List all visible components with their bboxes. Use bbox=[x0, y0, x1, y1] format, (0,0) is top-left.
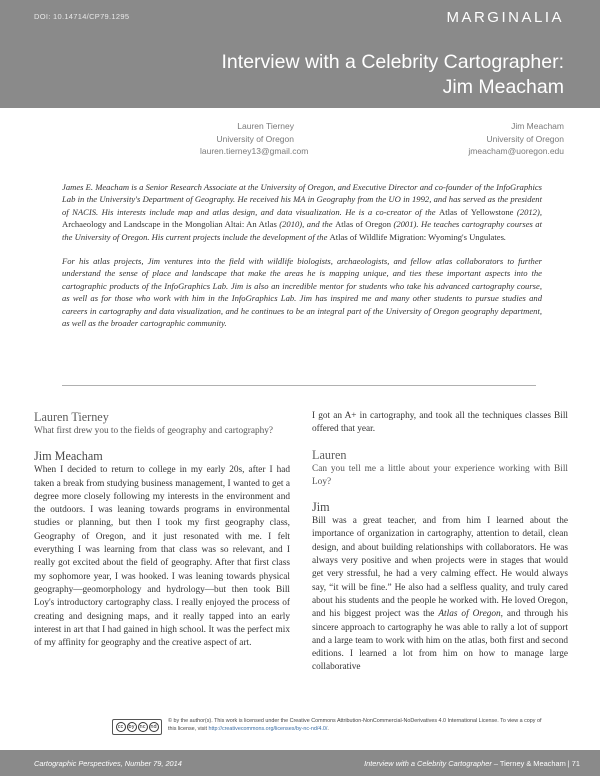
footer-bar bbox=[0, 750, 600, 776]
answer-text: Bill was a great teacher, and from him I learned about the importance of organization in cartography, attention to detail, clean design, and about building relationships with collaborators. He was always very positive and when projects were in stages that would get very stressful, he had a very calming effect. He would always say, “it will be fine.” He also had a selfless quality, and truly cared about his students and the people he worked with. He loved Oregon, and his biggest project was the bbox=[312, 516, 568, 620]
speaker-heading: Lauren Tierney bbox=[34, 410, 109, 424]
article-title bbox=[84, 50, 564, 100]
column-right bbox=[312, 410, 568, 675]
atlas-title: Archaeology and Landscape in the Mongolian Altai: An Atlas bbox=[62, 219, 277, 230]
abstract-paragraph-1 bbox=[62, 181, 542, 243]
speaker-heading: Jim Meacham bbox=[34, 449, 103, 464]
header-banner bbox=[0, 0, 600, 108]
author-page-number: – Tierney & Meacham | 71 bbox=[491, 759, 580, 768]
abstract-paragraph-2: For his atlas projects, Jim ventures into the field with wildlife biologists, archaeologists, and fellow atlas collaborators to further understand the sense of place and landscape that make the areas he is mapping unique, and ties these important aspects into the cartographic products of the InfoGraphics Lab. Jim is also an incredible mentor for students who take his advanced cartography course, as well as for those who work with him in the InfoGraphics Lab. Jim has inspired me and many other students to pursue studies and careers in cartography and data visualization, and he continues to be an integral part of the University of Oregon geography department, as well as the broader cartographic community. bbox=[62, 256, 542, 329]
journal-citation: Cartographic Perspectives, Number 79, 2014 bbox=[34, 759, 182, 768]
section-label: MARGINALIA bbox=[446, 9, 564, 26]
cc-icon: cc bbox=[116, 722, 126, 732]
running-title-text: Interview with a Celebrity Cartographer bbox=[364, 759, 492, 768]
by-icon: by bbox=[128, 724, 135, 730]
answer-text: , and through his sincere approach to cartography he was able to rally a lot of support and a large team to work with him on the atlas, both first and second editions. I learned a lot from him on how to manage large collaborative bbox=[312, 609, 568, 673]
license-text bbox=[168, 717, 548, 733]
abstract-text: (2010), and the bbox=[276, 219, 336, 230]
speaker-heading: Jim bbox=[312, 500, 330, 515]
nc-icon: nc bbox=[138, 722, 148, 732]
atlas-title: Atlas of Wildlife Migration: Wyoming's Ungulates bbox=[329, 231, 504, 242]
spacer bbox=[312, 437, 568, 448]
atlas-title: Atlas of Oregon bbox=[335, 219, 392, 230]
answer-1: When I decided to return to college in my early 20s, after I had taken a break from studying business management, I wanted to get a degree more closely following my interests in the environment and the outdoors. I was leaning towards programs in environmental studies or planning, but then I took my first geography class, Geography of Oregon, and it just resonated with me. I felt everything I was learning from that class was so relevant, and I really got excited about the field of geography. After that first class my sophomore year, I was hooked. I was leaning towards physical geography—geomorphology and hydrology—but then took Bill Loy's introductory cartography class. I really enjoyed the process of creating and designing maps, and it really tapped into an early interest in art that I had gained in high school. It was the perfect mix of my affinity for geography and the creative aspect of art. bbox=[34, 465, 290, 649]
section-divider bbox=[62, 385, 536, 386]
answer-2 bbox=[312, 515, 568, 675]
license-statement: © by the author(s). This work is licensed under the Creative Commons Attribution-NonCommercial-NoDerivatives 4.0 International License. To view a copy of this license, visit bbox=[168, 718, 542, 732]
column-left bbox=[34, 410, 290, 650]
abstract-text: James E. Meacham is a Senior Research Associate at the University of Oregon, and Executive Director and co-founder of the InfoGraphics Lab in the University's Department of Geography. He received his MA in Geography from the UO in 1992, and has served as the president of NACIS. His interests include map and atlas design, and data visualization. He is a co-creator of the bbox=[62, 182, 542, 217]
author-block-1 bbox=[200, 120, 309, 158]
abstract-text: (2001). He teaches cartography courses at the University of Oregon. His current projects include the development of the bbox=[62, 219, 542, 242]
atlas-title: Atlas of Oregon bbox=[438, 609, 501, 620]
author-email[interactable]: lauren.tierney13@gmail.com bbox=[200, 146, 309, 156]
license-link[interactable]: http://creativecommons.org/licenses/by-nc-nd/4.0/ bbox=[208, 726, 328, 732]
running-title bbox=[364, 759, 580, 768]
author-name: Lauren Tierney bbox=[237, 121, 294, 131]
answer-1-continued: I got an A+ in cartography, and took all the techniques classes Bill offered that year. bbox=[312, 411, 568, 435]
author-block-2 bbox=[414, 120, 564, 158]
atlas-title: Atlas of Yellowstone bbox=[439, 206, 514, 217]
abstract-text: (2012), bbox=[513, 206, 542, 217]
doi-label[interactable]: DOI: 10.14714/CP79.1295 bbox=[34, 12, 130, 21]
question-2: Can you tell me a little about your experience working with Bill Loy? bbox=[312, 463, 568, 487]
speaker-heading: Lauren bbox=[312, 447, 347, 462]
title-line-1: Interview with a Celebrity Cartographer: bbox=[221, 51, 564, 73]
license-end: . bbox=[327, 726, 329, 732]
question-1: What first drew you to the fields of geography and cartography? bbox=[34, 426, 274, 436]
license-block bbox=[112, 717, 542, 739]
author-affiliation: University of Oregon bbox=[486, 133, 564, 144]
nd-icon: nd bbox=[150, 724, 157, 730]
title-line-2: Jim Meacham bbox=[442, 76, 564, 98]
author-name: Jim Meacham bbox=[511, 121, 564, 131]
author-email[interactable]: jmeacham@uoregon.edu bbox=[468, 146, 564, 156]
cc-license-badge[interactable] bbox=[112, 719, 162, 735]
abstract-text: . bbox=[503, 231, 507, 242]
author-affiliation: University of Oregon bbox=[216, 133, 294, 144]
